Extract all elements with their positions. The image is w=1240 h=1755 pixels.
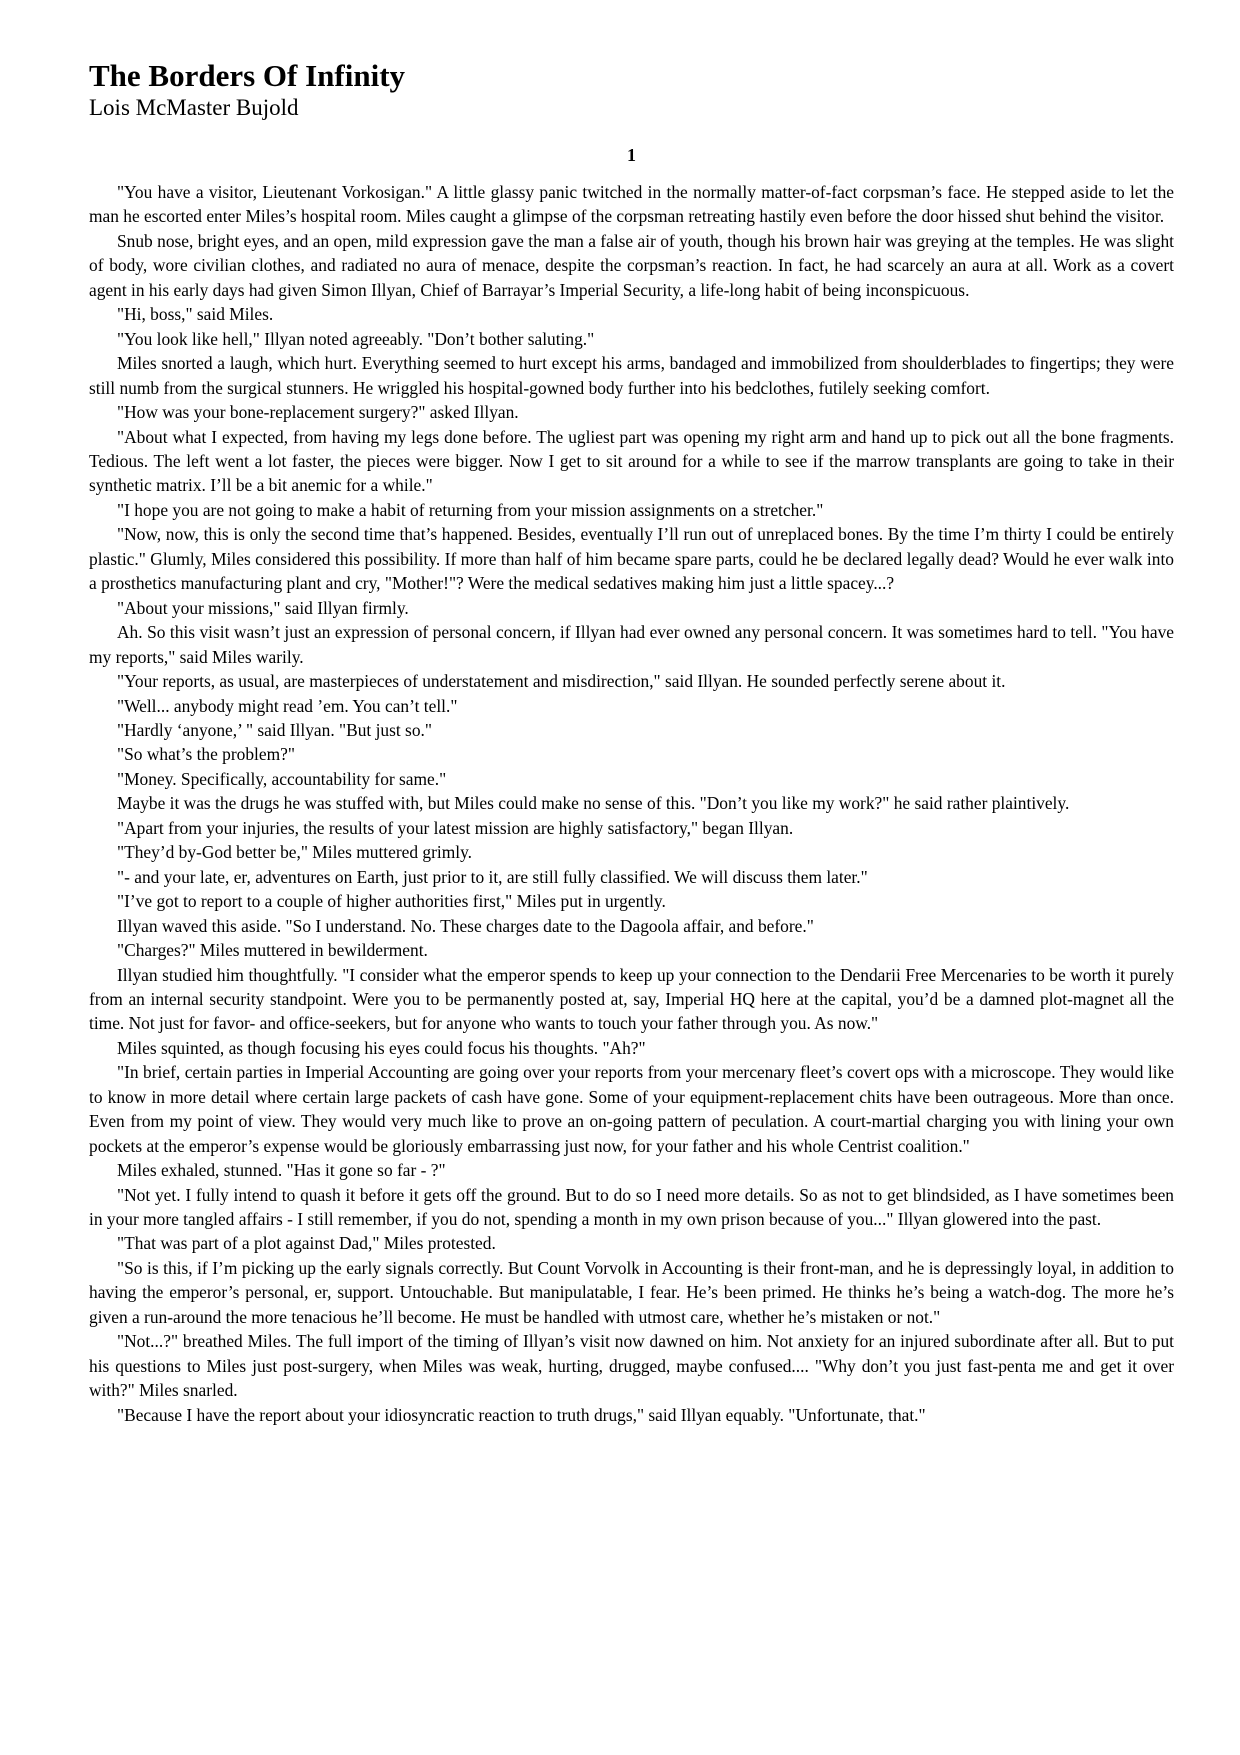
- paragraph: Miles exhaled, stunned. "Has it gone so far - ?": [117, 1160, 446, 1181]
- paragraph: "Not...?" breathed Miles. The full import of the timing of Illyan’s visit now dawned on him. Not anxiety for an injured subordinate after all. But to put his questions to Miles just post-surgery, when Miles was weak, hurting, drugged, maybe confused.... "Why don’t you just fast-penta me and get it over with?" Miles snarled.: [89, 1331, 1174, 1401]
- paragraph: "Your reports, as usual, are masterpieces of understatement and misdirection," said Illyan. He sounded perfectly serene about it.: [117, 671, 1006, 692]
- paragraph: Snub nose, bright eyes, and an open, mild expression gave the man a false air of youth, though his brown hair was greying at the temples. He was slight of body, wore civilian clothes, and radiated no aura of menace, despite the corpsman’s reaction. In fact, he had scarcely an aura at all. Work as a covert agent in his early days had given Simon Illyan, Chief of Barrayar’s Imperial Security, a life-long habit of being inconspicuous.: [89, 230, 1174, 300]
- paragraph: "That was part of a plot against Dad," Miles protested.: [117, 1233, 496, 1254]
- chapter-number: 1: [627, 145, 636, 165]
- paragraph: "Not yet. I fully intend to quash it before it gets off the ground. But to do so I need more details. So as not to get blindsided, as I have sometimes been in your more tangled affairs - I still remember, if you do not, spending a month in my own prison because of you..." Illyan glowered into the past.: [89, 1184, 1174, 1230]
- paragraph: "You look like hell," Illyan noted agreeably. "Don’t bother saluting.": [117, 328, 595, 349]
- chapter-body: [89, 180, 1174, 1427]
- paragraph: "They’d by-God better be," Miles muttered grimly.: [117, 842, 472, 863]
- paragraph: "So what’s the problem?": [117, 744, 295, 765]
- paragraph: "Now, now, this is only the second time that’s happened. Besides, eventually I’ll run out of unreplaced bones. By the time I’m thirty I could be entirely plastic." Glumly, Miles considered this possibility. If more than half of him became spare parts, could he be declared legally dead? Would he ever walk into a prosthetics manufacturing plant and cry, "Mother!"? Were the medical sedatives making him just a little spacey...?: [89, 524, 1174, 594]
- paragraph: "You have a visitor, Lieutenant Vorkosigan." A little glassy panic twitched in the normally matter-of-fact corpsman’s face. He stepped aside to let the man he escorted enter Miles’s hospital room. Miles caught a glimpse of the corpsman retreating hastily even before the door hissed shut behind the visitor.: [89, 182, 1174, 227]
- paragraph: "Apart from your injuries, the results of your latest mission are highly satisfactory," began Illyan.: [117, 817, 794, 838]
- paragraph: "I hope you are not going to make a habit of returning from your mission assignments on a stretcher.": [117, 499, 824, 520]
- paragraph: "I’ve got to report to a couple of higher authorities first," Miles put in urgently.: [117, 891, 666, 912]
- paragraph: Ah. So this visit wasn’t just an expression of personal concern, if Illyan had ever owned any personal concern. It was sometimes hard to tell. "You have my reports," said Miles warily.: [89, 622, 1174, 667]
- document-page: [89, 58, 1174, 1427]
- paragraph: "- and your late, er, adventures on Earth, just prior to it, are still fully classified. We will discuss them later.": [117, 866, 868, 887]
- paragraph: "Hardly ‘anyone,’ " said Illyan. "But just so.": [117, 719, 432, 740]
- paragraph: "How was your bone-replacement surgery?" asked Illyan.: [117, 402, 519, 423]
- paragraph: "Hi, boss," said Miles.: [117, 304, 274, 325]
- paragraph: "Money. Specifically, accountability for same.": [117, 768, 447, 789]
- paragraph: "About what I expected, from having my legs done before. The ugliest part was opening my right arm and hand up to pick out all the bone fragments. Tedious. The left went a lot faster, the pieces were bigger. Now I get to sit around for a while to see if the marrow transplants are going to take in their synthetic matrix. I’ll be a bit anemic for a while.": [89, 426, 1174, 496]
- paragraph: Illyan studied him thoughtfully. "I consider what the emperor spends to keep up your connection to the Dendarii Free Mercenaries to be worth it purely from an internal security standpoint. Were you to be permanently posted at, say, Imperial HQ here at the capital, you’d be a damned plot-magnet all the time. Not just for favor- and office-seekers, but for anyone who wants to touch your father through you. As now.": [89, 964, 1174, 1034]
- book-author: Lois McMaster Bujold: [89, 95, 299, 120]
- paragraph: Miles snorted a laugh, which hurt. Everything seemed to hurt except his arms, bandaged and immobilized from shoulderblades to fingertips; they were still numb from the surgical stunners. He wriggled his hospital-gowned body further into his bedclothes, futilely seeking comfort.: [89, 353, 1174, 398]
- paragraph: "In brief, certain parties in Imperial Accounting are going over your reports from your mercenary fleet’s covert ops with a microscope. They would like to know in more detail where certain large packets of cash have gone. Some of your equipment-replacement chits have been outrageous. More than once. Even from my point of view. They would very much like to prove an on-going pattern of peculation. A court-martial charging you with lining your own pockets at the emperor’s expense would be gloriously embarrassing just now, for your father and his whole Centrist coalition.": [89, 1062, 1174, 1156]
- paragraph: "Well... anybody might read ’em. You can’t tell.": [117, 695, 458, 716]
- paragraph: Miles squinted, as though focusing his eyes could focus his thoughts. "Ah?": [117, 1037, 646, 1058]
- paragraph: "So is this, if I’m picking up the early signals correctly. But Count Vorvolk in Accounting is their front-man, and he is depressingly loyal, in addition to having the emperor’s personal, er, support. Untouchable. But manipulatable, I fear. He’s been primed. He thinks he’s being a watch-dog. The more he’s given a run-around the more tenacious he’ll become. He must be handled with utmost care, whether he’s mistaken or not.": [89, 1257, 1174, 1327]
- paragraph: "Charges?" Miles muttered in bewilderment.: [117, 940, 428, 961]
- paragraph: Maybe it was the drugs he was stuffed with, but Miles could make no sense of this. "Don’t you like my work?" he said rather plaintively.: [117, 793, 1070, 814]
- book-title: The Borders Of Infinity: [89, 58, 406, 93]
- paragraph: Illyan waved this aside. "So I understand. No. These charges date to the Dagoola affair, and before.": [117, 915, 814, 936]
- paragraph: "Because I have the report about your idiosyncratic reaction to truth drugs," said Illyan equably. "Unfortunate, that.": [117, 1404, 926, 1425]
- paragraph: "About your missions," said Illyan firmly.: [117, 597, 409, 618]
